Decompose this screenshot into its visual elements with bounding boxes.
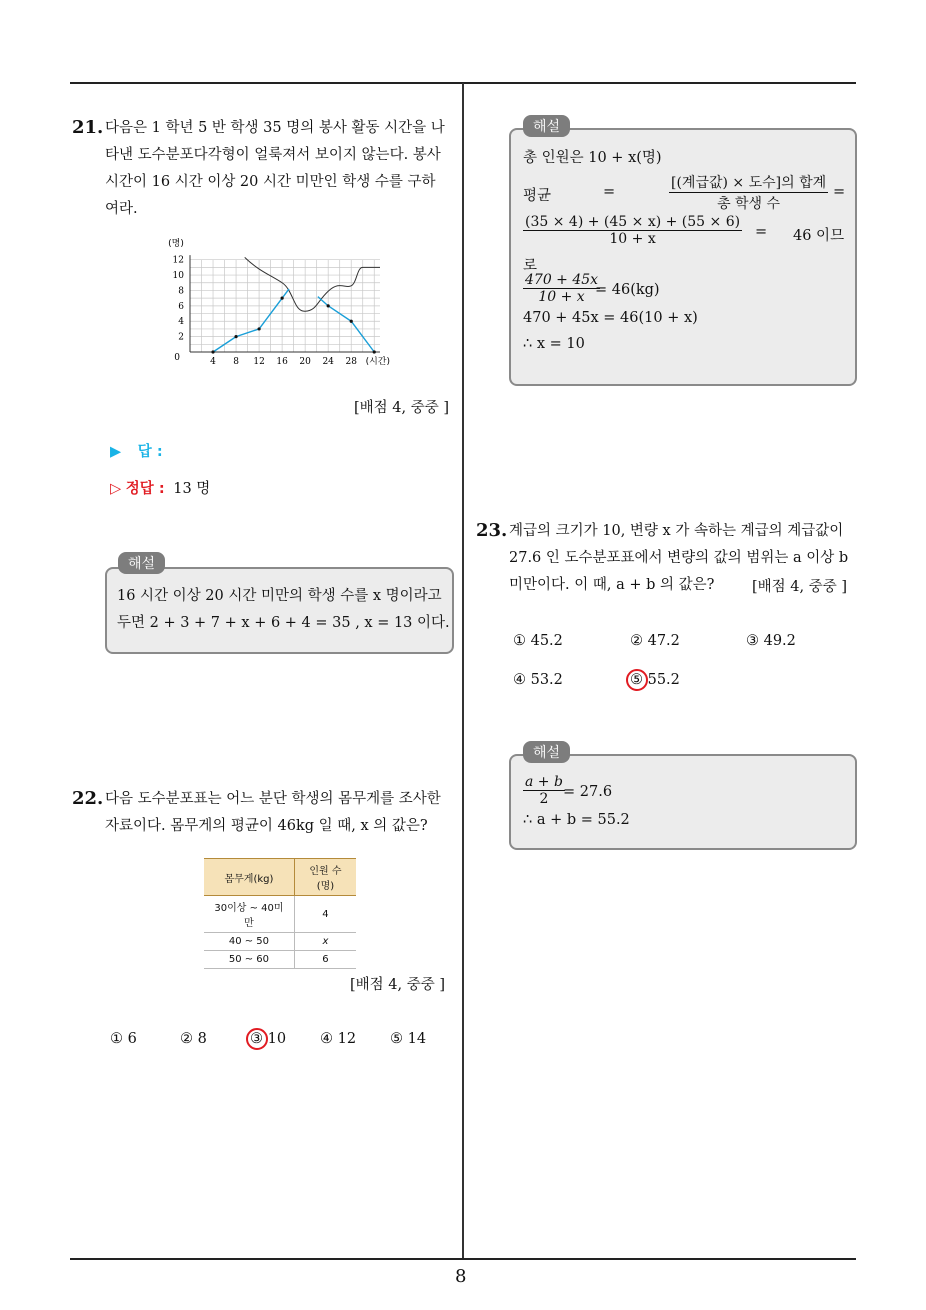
x-tick-label: 4 [210, 357, 216, 367]
q21-answer-row [110, 440, 163, 461]
q22-choice-2[interactable]: ② 8 [180, 1031, 207, 1047]
q21-score: [배점 4, 중중 ] [354, 400, 450, 416]
q23-choice-4[interactable]: ④ 53.2 [513, 672, 563, 688]
column-divider [462, 83, 464, 1260]
q23-selected-circle [626, 669, 648, 691]
q23-explanation-tag: 해설 [523, 741, 570, 763]
data-point [234, 335, 237, 338]
q23-line: 계급의 크기가 10, 변량 x 가 속하는 계급의 계급값이 [509, 523, 844, 539]
q23-line: 27.6 인 도수분포표에서 변량의 값의 범위는 a 이상 b [509, 550, 849, 566]
x-tick-label: 20 [299, 357, 311, 367]
table-row: 30이상 ~ 40미만 4 [204, 896, 356, 933]
y-tick-label: 2 [178, 332, 184, 343]
q22-choice-4[interactable]: ④ 12 [320, 1031, 357, 1047]
x-tick-label: 8 [233, 357, 239, 367]
q22-line: 다음 도수분포표는 어느 분단 학생의 몸무게를 조사한 [105, 791, 441, 807]
explain-line-fraction: $\frac{(35 \times 4) + (45 \times x) + (55 \times 6)}{10 + x}$ = 46 이므 [525, 214, 845, 247]
answer-arrow-icon: ▶ [110, 444, 122, 460]
explain-line-total: 총 인원은 10 + x(명) [523, 150, 662, 166]
q21-explanation-tag: 해설 [118, 552, 165, 574]
data-point [211, 350, 214, 353]
data-point [281, 297, 284, 300]
q22-explanation-box [509, 128, 857, 386]
x-tick-label: 28 [345, 357, 357, 367]
q21-line: 다음은 1 학년 5 반 학생 35 명의 봉사 활동 시간을 나 [105, 120, 445, 136]
table-row: 50 ~ 60 6 [204, 951, 356, 969]
x-tick-label: 12 [253, 357, 265, 367]
y-tick-label: 8 [178, 286, 184, 297]
q23-explain-result: ∴ a + b = 55.2 [523, 812, 630, 828]
q22-choice-3[interactable]: ③ 10 [250, 1031, 287, 1047]
q21-explanation-text [117, 583, 452, 637]
q22-text [105, 786, 460, 840]
q22-line: 자료이다. 몸무게의 평균이 46kg 일 때, x 의 값은? [105, 818, 428, 834]
y-tick-label: 10 [172, 271, 184, 282]
explain-line-expand: 470 + 45x = 46(10 + x) [523, 310, 698, 326]
q21-explain-line: 두면 2 + 3 + 7 + x + 6 + 4 = 35 , x = 13 이다. [117, 615, 450, 631]
q21-frequency-polygon-chart [160, 236, 400, 372]
data-point [373, 350, 376, 353]
q21-correct-label: 정답 : [125, 481, 165, 497]
q21-answer-label: 답 : [137, 444, 163, 460]
q23-choice-1[interactable]: ① 45.2 [513, 633, 563, 649]
q21-text [105, 115, 460, 223]
q22-score: [배점 4, 중중 ] [350, 977, 446, 993]
q22-number: 22. [72, 788, 104, 809]
q22-frequency-table [204, 858, 356, 969]
x-tick-label: 24 [322, 357, 334, 367]
table-header: 몸무게(kg) [204, 859, 294, 896]
q23-explanation-box [509, 754, 857, 850]
x-tick-label: 16 [276, 357, 288, 367]
q22-explanation-tag: 해설 [523, 115, 570, 137]
q21-line: 여라. [105, 201, 138, 217]
bottom-rule [70, 1258, 856, 1260]
explain-line-equation: $\frac{470 + 45x}{10 + x}$ = 46(kg) [525, 272, 660, 305]
y-tick-label: 4 [178, 317, 184, 328]
y-tick-label: 6 [178, 301, 184, 312]
origin-label: 0 [174, 353, 180, 363]
q21-number: 21. [72, 117, 104, 138]
data-point [257, 327, 260, 330]
q21-explain-line: 16 시간 이상 20 시간 미만의 학생 수를 x 명이라고 [117, 588, 442, 604]
ink-smudge-outline [245, 257, 380, 311]
explain-line-average: 평균 = [(계급값) × 도수]의 합계 총 학생 수 = [523, 172, 849, 214]
y-axis-label: (명) [168, 239, 184, 249]
page-number: 8 [455, 1266, 467, 1287]
table-header: 인원 수(명) [294, 859, 356, 896]
q23-line: 미만이다. 이 때, a + b 의 값은? [509, 577, 715, 593]
q23-number: 23. [476, 520, 508, 541]
q21-explanation-box [105, 567, 454, 654]
explain-line-result: ∴ x = 10 [523, 336, 585, 352]
data-point [327, 304, 330, 307]
q22-selected-circle [246, 1028, 268, 1050]
q21-line: 시간이 16 시간 이상 20 시간 미만인 학생 수를 구하 [105, 174, 436, 190]
y-tick-label: 12 [172, 255, 184, 266]
q22-choice-1[interactable]: ① 6 [110, 1031, 137, 1047]
explain-line-wrap: 로 [523, 258, 538, 274]
data-point [350, 320, 353, 323]
q23-score: [배점 4, 중중 ] [752, 579, 848, 595]
q23-choice-2[interactable]: ② 47.2 [630, 633, 680, 649]
q22-choice-5[interactable]: ⑤ 14 [390, 1031, 427, 1047]
correct-arrow-icon: ▷ [110, 481, 122, 497]
q21-correct-row [110, 477, 210, 498]
q21-correct-value: 13 명 [173, 481, 211, 497]
q23-choice-3[interactable]: ③ 49.2 [746, 633, 796, 649]
table-row: 40 ~ 50 x [204, 933, 356, 951]
x-axis-label: (시간) [365, 357, 391, 367]
q21-line: 타낸 도수분포다각형이 얼룩져서 보이지 않는다. 봉사 [105, 147, 441, 163]
q22-explanation-content [523, 146, 849, 362]
q23-choice-5[interactable]: ⑤ 55.2 [630, 672, 680, 688]
q23-explanation-content: $\frac{a + b}{2}$ = 27.6 ∴ a + b = 55.2 [523, 774, 843, 828]
